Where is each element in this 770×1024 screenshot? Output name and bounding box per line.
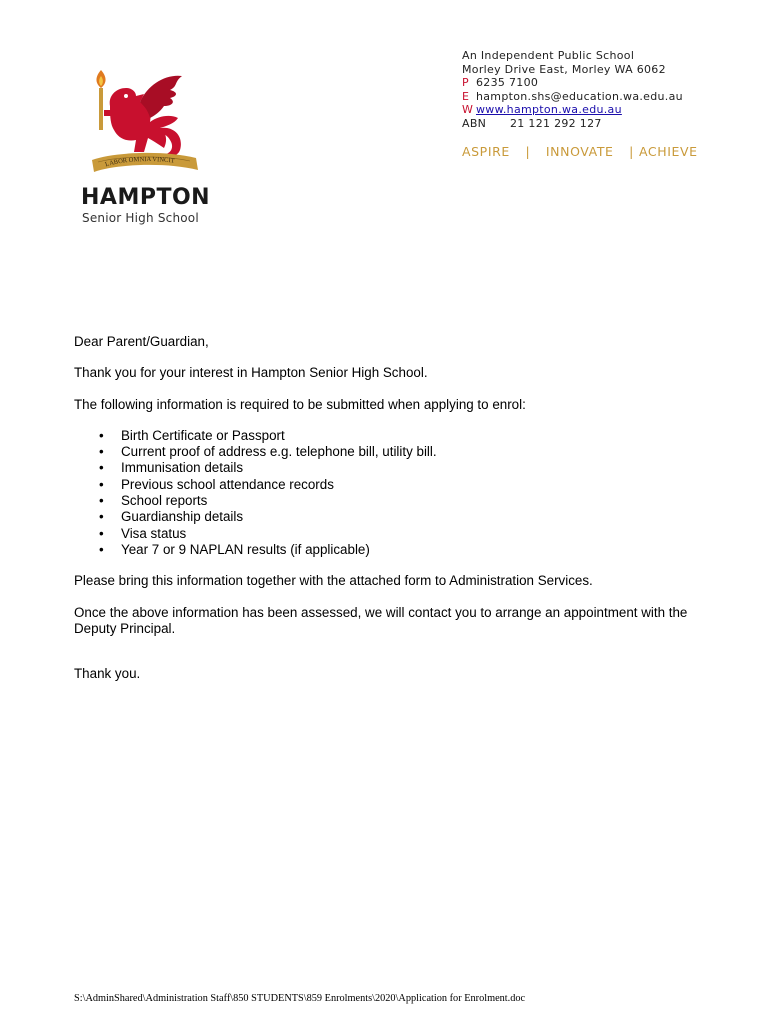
list-item: • School reports [74,493,714,509]
website-link[interactable]: www.hampton.wa.edu.au [476,103,622,116]
salutation: Dear Parent/Guardian, [74,334,209,349]
contact-block [462,49,683,130]
requirements-list [74,428,714,558]
appointment-paragraph: Once the above information has been assessed, we will contact you to arrange an appointment with the Deputy Principal. [74,604,688,636]
phone-line [462,76,683,90]
email-key: E [462,89,470,103]
phone-key: P [462,76,469,89]
phone-number: 6235 7100 [476,76,539,89]
school-address: Morley Drive East, Morley WA 6062 [462,62,666,76]
list-item: • Birth Certificate or Passport [74,428,714,444]
ribbon-text: LABOR OMNIA VINCIT [104,156,176,169]
instructions-paragraph: Please bring this information together with the attached form to Administration Services. [74,573,593,589]
motto-aspire: ASPIRE [462,144,510,159]
list-item: • Guardianship details [74,509,714,525]
email-line [462,90,683,104]
list-item: • Visa status [74,526,714,542]
list-item: • Year 7 or 9 NAPLAN results (if applicable) [74,542,714,558]
motto-separator: | [629,144,634,159]
letter-body [74,334,714,682]
school-logo-subtitle: Senior High School [82,211,199,225]
document-path-footer: S:\AdminShared\Administration Staff\850 STUDENTS\859 Enrolments\2020\Application for Enrolment.doc [74,993,526,1004]
abn-number: 21 121 292 127 [510,116,602,130]
school-type: An Independent Public School [462,49,635,62]
school-logo [74,66,214,231]
abn-key: ABN [462,116,487,130]
web-line [462,103,683,117]
intro-paragraph: Thank you for your interest in Hampton Senior High School. [74,365,428,381]
motto-separator: | [525,144,531,159]
torch-handle [99,88,103,130]
list-item: • Previous school attendance records [74,477,714,493]
list-item: • Immunisation details [74,460,714,476]
motto-innovate: INNOVATE [545,144,614,159]
motto-achieve: ACHIEVE [638,144,698,159]
griffin-eye [124,94,128,98]
closing: Thank you. [74,666,141,682]
list-item: • Current proof of address e.g. telephone bill, utility bill. [74,444,714,460]
school-logo-name: HAMPTON [81,185,211,210]
abn-line [462,117,683,131]
email-address[interactable]: hampton.shs@education.wa.edu.au [476,89,683,103]
school-motto [462,144,698,159]
web-key: W [462,103,474,116]
requirements-paragraph: The following information is required to be submitted when applying to enrol: [74,396,526,412]
griffin-crest-icon [74,66,214,186]
